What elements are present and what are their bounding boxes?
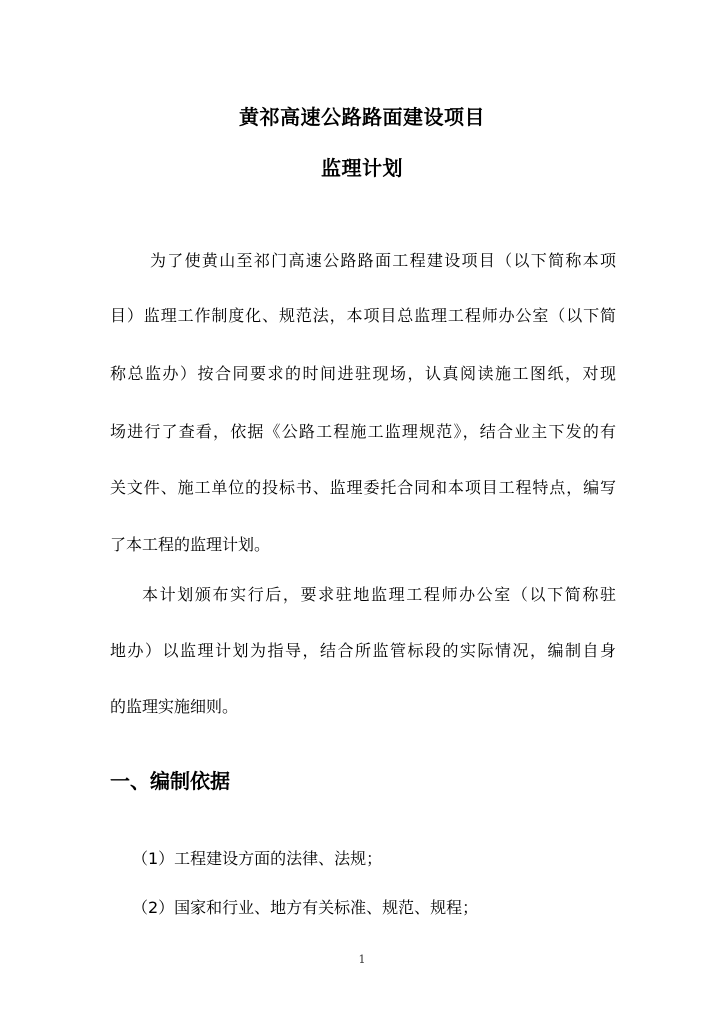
list-item: （2）国家和行业、地方有关标准、规范、规程； <box>132 898 479 917</box>
paragraph1-line: 为了使黄山至祁门高速公路路面工程建设项目（以下简称本项 <box>150 251 616 270</box>
paragraph1-line: 称总监办）按合同要求的时间进驻现场，认真阅读施工图纸，对现 <box>110 364 616 383</box>
page-number: 1 <box>358 953 366 966</box>
paragraph1-line: 关文件、施工单位的投标书、监理委托合同和本项目工程特点，编写 <box>110 478 616 497</box>
paragraph1-line: 了本工程的监理计划。 <box>110 535 271 554</box>
section-heading: 一、编制依据 <box>110 769 230 793</box>
paragraph2-line: 地办）以监理计划为指导，结合所监管标段的实际情况，编制自身 <box>110 641 616 660</box>
paragraph1-line: 目）监理工作制度化、规范法，本项目总监理工程师办公室（以下简 <box>110 306 616 325</box>
list-item: （1）工程建设方面的法律、法规； <box>132 849 383 868</box>
document-title-line2: 监理计划 <box>321 156 403 180</box>
paragraph2-line: 的监理实施细则。 <box>110 697 239 716</box>
paragraph2-line: 本计划颁布实行后，要求驻地监理工程师办公室（以下简称驻 <box>142 585 616 604</box>
document-title-line1: 黄祁高速公路路面建设项目 <box>239 105 485 129</box>
paragraph1-line: 场进行了查看，依据《公路工程施工监理规范》，结合业主下发的有 <box>110 422 616 441</box>
